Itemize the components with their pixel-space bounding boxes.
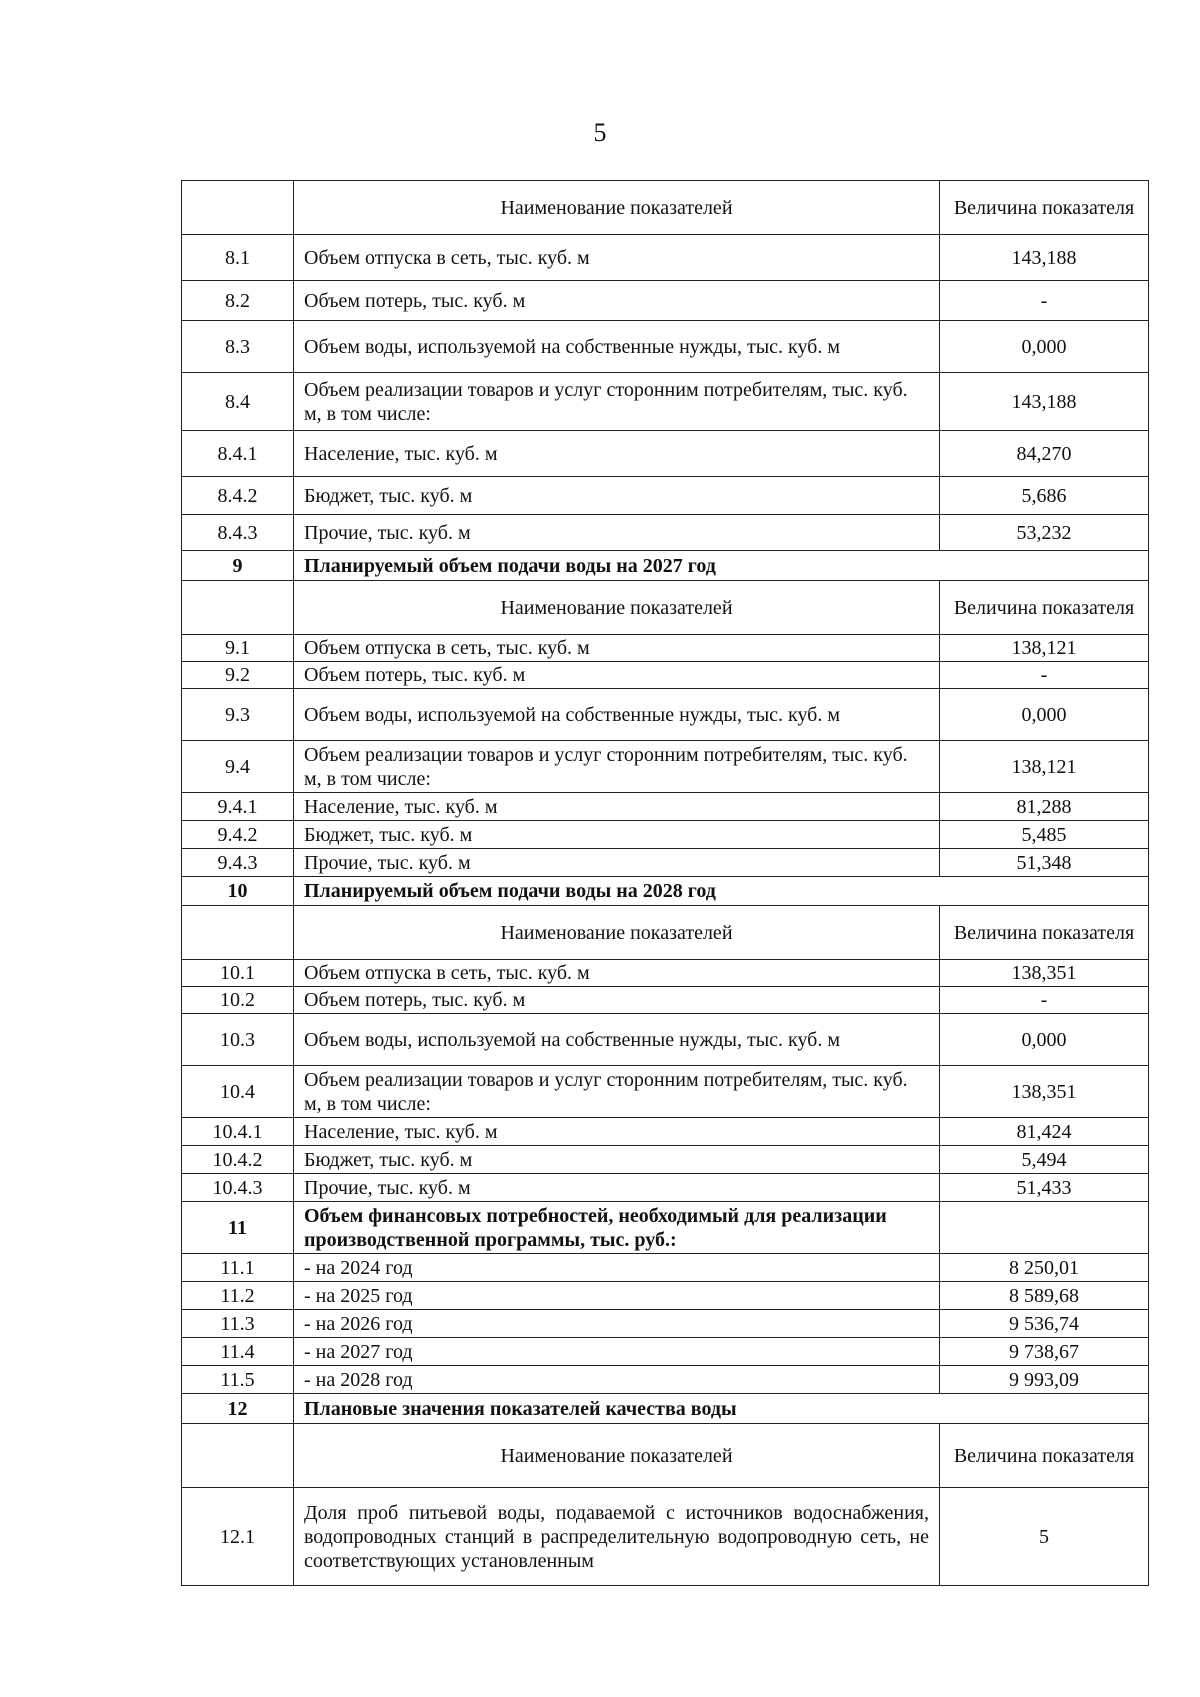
row-num: 8.4.2 [182,477,294,515]
row-label: - на 2027 год [294,1338,940,1366]
table-row [182,635,1149,662]
table-row [182,373,1149,431]
table-row [182,1118,1149,1146]
table-row [182,741,1149,793]
row-num: 8.4.3 [182,515,294,551]
row-num: 8.1 [182,235,294,281]
row-label-cell [294,1488,940,1586]
section-title: Плановые значения показателей качества воды [294,1394,1149,1424]
header-num-cell [182,181,294,235]
row-value: 9 536,74 [940,1310,1149,1338]
row-num: 11.5 [182,1366,294,1394]
row-num: 11.2 [182,1282,294,1310]
section-row [182,877,1149,906]
table-row [182,987,1149,1014]
table-row [182,1254,1149,1282]
table-header-row [182,581,1149,635]
row-label: Население, тыс. куб. м [294,431,940,477]
row-label: Объем отпуска в сеть, тыс. куб. м [294,635,940,662]
row-num: 10.4.1 [182,1118,294,1146]
table-row [182,1014,1149,1066]
row-value: - [940,281,1149,321]
row-value: 138,351 [940,960,1149,987]
row-label: - на 2025 год [294,1282,940,1310]
table-row [182,1146,1149,1174]
row-num: 9.1 [182,635,294,662]
row-value: 9 738,67 [940,1338,1149,1366]
row-num: 9.4.3 [182,849,294,877]
row-num: 9.3 [182,689,294,741]
row-value: 5,494 [940,1146,1149,1174]
header-num-cell [182,1424,294,1488]
section-row [182,1394,1149,1424]
row-value: 5 [940,1488,1149,1586]
table-row [182,1366,1149,1394]
table-row [182,960,1149,987]
row-value: 143,188 [940,235,1149,281]
row-value: 138,351 [940,1066,1149,1118]
table-row [182,321,1149,373]
table-row [182,1338,1149,1366]
table-row [182,793,1149,821]
page-number: 5 [593,118,607,147]
section-row [182,1202,1149,1254]
row-num: 11.1 [182,1254,294,1282]
table-row [182,849,1149,877]
header-name: Наименование показателей [294,1424,940,1488]
row-label: - на 2026 год [294,1310,940,1338]
row-label: Объем потерь, тыс. куб. м [294,281,940,321]
row-label: Прочие, тыс. куб. м [294,1174,940,1202]
table-row [182,431,1149,477]
row-num: 9.4.2 [182,821,294,849]
row-num: 12.1 [182,1488,294,1586]
row-label: Население, тыс. куб. м [294,1118,940,1146]
table-row [182,821,1149,849]
row-value: 8 589,68 [940,1282,1149,1310]
header-name: Наименование показателей [294,181,940,235]
row-num: 9.2 [182,662,294,689]
section-empty-value [940,1202,1149,1254]
row-label: Объем отпуска в сеть, тыс. куб. м [294,235,940,281]
row-label: Бюджет, тыс. куб. м [294,821,940,849]
table-header-row [182,1424,1149,1488]
section-title: Объем финансовых потребностей, необходимый для реализации производственной программы, тыс. руб.: [294,1202,940,1254]
section-title: Планируемый объем подачи воды на 2027 год [294,551,1149,581]
table-row [182,281,1149,321]
header-name: Наименование показателей [294,906,940,960]
header-value: Величина показателя [940,181,1149,235]
table-row [182,1174,1149,1202]
table-row [182,1488,1149,1586]
row-value: 138,121 [940,741,1149,793]
row-value: 138,121 [940,635,1149,662]
row-label: Население, тыс. куб. м [294,793,940,821]
row-num: 11.4 [182,1338,294,1366]
row-num: 8.4 [182,373,294,431]
table-row [182,689,1149,741]
table-row [182,662,1149,689]
row-label: - на 2028 год [294,1366,940,1394]
table-row [182,1282,1149,1310]
row-value: 0,000 [940,321,1149,373]
section-row [182,551,1149,581]
table-row [182,477,1149,515]
row-num: 8.2 [182,281,294,321]
row-label: Объем воды, используемой на собственные нужды, тыс. куб. м [294,689,940,741]
row-label: Объем реализации товаров и услуг сторонним потребителям, тыс. куб. м, в том числе: [294,741,940,793]
table-row [182,1310,1149,1338]
row-label: Бюджет, тыс. куб. м [294,1146,940,1174]
table-row [182,235,1149,281]
section-num: 12 [182,1394,294,1424]
row-value: - [940,662,1149,689]
row-num: 8.3 [182,321,294,373]
row-label: Объем потерь, тыс. куб. м [294,987,940,1014]
section-title: Планируемый объем подачи воды на 2028 год [294,877,1149,906]
row-num: 10.3 [182,1014,294,1066]
row-num: 10.4.3 [182,1174,294,1202]
table-header-row [182,181,1149,235]
row-num: 11.3 [182,1310,294,1338]
row-value: - [940,987,1149,1014]
table-header-row [182,906,1149,960]
row-value: 143,188 [940,373,1149,431]
header-num-cell [182,906,294,960]
row-num: 8.4.1 [182,431,294,477]
row-num: 10.1 [182,960,294,987]
section-num: 9 [182,551,294,581]
row-value: 51,433 [940,1174,1149,1202]
header-num-cell [182,581,294,635]
header-value: Величина показателя [940,906,1149,960]
row-label: Объем потерь, тыс. куб. м [294,662,940,689]
row-value: 9 993,09 [940,1366,1149,1394]
row-label: Объем реализации товаров и услуг сторонним потребителям, тыс. куб. м, в том числе: [294,1066,940,1118]
row-label: Прочие, тыс. куб. м [294,849,940,877]
row-value: 5,485 [940,821,1149,849]
row-value: 84,270 [940,431,1149,477]
header-name: Наименование показателей [294,581,940,635]
row-value: 53,232 [940,515,1149,551]
table-row [182,1066,1149,1118]
row-num: 10.4 [182,1066,294,1118]
header-value: Величина показателя [940,581,1149,635]
row-label: Прочие, тыс. куб. м [294,515,940,551]
row-label: - на 2024 год [294,1254,940,1282]
header-value: Величина показателя [940,1424,1149,1488]
row-value: 81,288 [940,793,1149,821]
row-label: Доля проб питьевой воды, подаваемой с источников водоснабжения, водопроводных станций в распределительную водопроводную сеть, не соответствующих установленным [304,1501,929,1572]
row-value: 5,686 [940,477,1149,515]
row-label: Объем отпуска в сеть, тыс. куб. м [294,960,940,987]
row-value: 51,348 [940,849,1149,877]
row-value: 8 250,01 [940,1254,1149,1282]
table-row [182,515,1149,551]
row-value: 0,000 [940,1014,1149,1066]
section-num: 10 [182,877,294,906]
row-label: Бюджет, тыс. куб. м [294,477,940,515]
row-label: Объем воды, используемой на собственные нужды, тыс. куб. м [294,321,940,373]
section-num: 11 [182,1202,294,1254]
indicators-table [181,180,1149,1586]
row-num: 10.2 [182,987,294,1014]
row-num: 9.4.1 [182,793,294,821]
row-label: Объем воды, используемой на собственные нужды, тыс. куб. м [294,1014,940,1066]
row-num: 9.4 [182,741,294,793]
row-value: 81,424 [940,1118,1149,1146]
row-label: Объем реализации товаров и услуг сторонним потребителям, тыс. куб. м, в том числе: [294,373,940,431]
row-num: 10.4.2 [182,1146,294,1174]
row-value: 0,000 [940,689,1149,741]
